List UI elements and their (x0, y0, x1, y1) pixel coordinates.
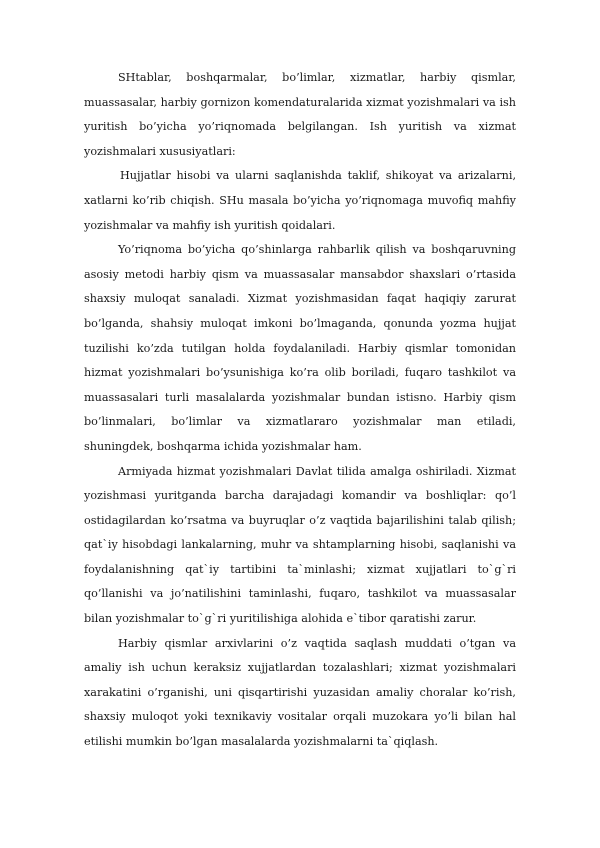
paragraph-3: Yo’riqnoma bo’yicha qo’shinlarga rahbarlik qilish va boshqaruvning asosiy metodi harbiy qism va muassasalar mansabdor shaxslari o’rtasida shaxsiy muloqat sanaladi. Xizmat yozishmasidan faqat haqiqiy zarurat bo’lganda, shahsiy muloqat imkoni bo’lmaganda, qonunda yozma hujjat tuzilishi ko’zda tutilgan holda foydalaniladi. Harbiy qismlar tomonidan hizmat yozishmalari bo’ysunishiga ko’ra olib boriladi, fuqaro tashkilot va muassasalari turli masalalarda yozishmalar bundan istisno. Harbiy qism bo’linmalari, bo’limlar va xizmatlararo yozishmalar man etiladi, shuningdek, boshqarma ichida yozishmalar ham. (84, 243, 516, 453)
paragraph-5: Harbiy qismlar arxivlarini o’z vaqtida saqlash muddati o’tgan va amaliy ish uchun keraksiz xujjatlardan tozalashlari; xizmat yozishmalari xarakatini o’rganishi, uni qisqartirishi yuzasidan amaliy choralar ko’rish, shaxsiy muloqot yoki texnikaviy vositalar orqali muzokara yo’li bilan hal etilishi mumkin bo’lgan masalalarda yozishmalarni ta`qiqlash. (84, 636, 516, 749)
document-body (84, 66, 516, 755)
paragraph-1: SHtablar, boshqarmalar, bo’limlar, xizmatlar, harbiy qismlar, muassasalar, harbiy gornizon komendaturalarida xizmat yozishmalari va ish yuritish bo’yicha yo’riqnomada belgilangan. Ish yuritish va xizmat yozishmalari xususiyatlari: (84, 71, 516, 158)
paragraph-2: Hujjatlar hisobi va ularni saqlanishda taklif, shikoyat va arizalarni, xatlarni ko’rib chiqish. SHu masala bo’yicha yo’riqnomaga muvofiq mahfiy yozishmalar va mahfiy ish yuritish qoidalari. (84, 169, 516, 232)
paragraph-4: Armiyada hizmat yozishmalari Davlat tilida amalga oshiriladi. Xizmat yozishmasi yuritganda barcha darajadagi komandir va boshliqlar: qo’l ostidagilardan ko’rsatma va buyruqlar o’z vaqtida bajarilishini talab qilish; qat`iy hisobdagi lankalarning, muhr va shtamplarning hisobi, saqlanishi va foydalanishning qat`iy tartibini ta`minlashi; xizmat xujjatlari to`g`ri qo’llanishi va jo’natilishini taminlashi, fuqaro, tashkilot va muassasalar bilan yozishmalar to`g`ri yuritilishiga alohida e`tibor qaratishi zarur. (84, 464, 516, 626)
